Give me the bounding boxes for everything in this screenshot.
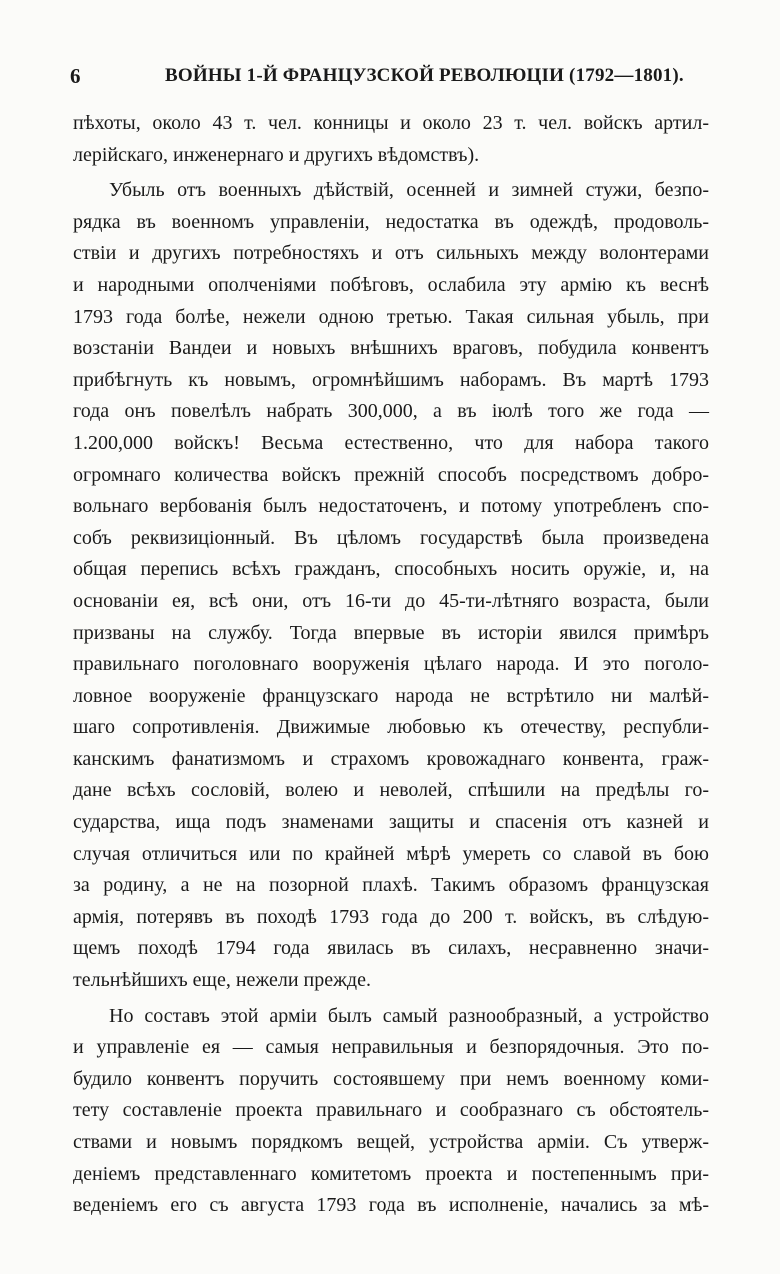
text-line: будило конвентъ поручить состоявшему при немъ военному коми- — [73, 1067, 709, 1090]
text-line: дане всѣхъ сословій, волею и неволей, спѣшили на предѣлы го- — [73, 779, 709, 802]
page-number: 6 — [70, 64, 81, 88]
text-line: тету составленіе проекта правильнаго и сообразнаго съ обстоятель- — [73, 1099, 709, 1122]
text-line: рядка въ военномъ управленіи, недостатка въ одеждѣ, продоволь- — [73, 210, 709, 233]
text-line: сударства, ища подъ знаменами защиты и спасенія отъ казней и — [73, 811, 709, 834]
text-line: возстаніи Вандеи и новыхъ внѣшнихъ враговъ, побудила конвентъ — [73, 337, 709, 360]
text-line: деніемъ представленнаго комитетомъ проекта и постепеннымъ при- — [73, 1162, 709, 1185]
text-line: общая перепись всѣхъ гражданъ, способныхъ носить оружіе, и, на — [73, 558, 709, 581]
text-line: ствіи и другихъ потребностяхъ и отъ сильныхъ между волонтерами — [73, 242, 709, 265]
text-line: ловное вооруженіе французскаго народа не встрѣтило ни малѣй- — [73, 684, 709, 707]
text-line: Но составъ этой арміи былъ самый разнообразный, а устройство — [109, 1004, 709, 1027]
text-line: за родину, а не на позорной плахѣ. Такимъ образомъ французская — [73, 874, 709, 897]
text-line: вольнаго вербованія былъ недостаточенъ, и потому употребленъ спо- — [73, 495, 709, 518]
text-line: армія, потерявъ въ походѣ 1793 года до 200 т. войскъ, въ слѣдую- — [73, 905, 709, 928]
text-line: призваны на службу. Тогда впервые въ исторіи явился примѣръ — [73, 621, 709, 644]
text-line: шаго сопротивленія. Движимые любовью къ отечеству, республи- — [73, 716, 709, 739]
text-line: Убыль отъ военныхъ дѣйствій, осенней и зимней стужи, безпо- — [109, 179, 709, 202]
running-title: ВОЙНЫ 1-Й ФРАНЦУЗСКОЙ РЕВОЛЮЦІИ (1792—1801). — [165, 65, 684, 86]
text-line: ствами и новымъ порядкомъ вещей, устройства арміи. Съ утверж- — [73, 1131, 709, 1153]
text-line: щемъ походѣ 1794 года явилась въ силахъ, несравненно значи- — [73, 937, 709, 960]
text-line: основаніи ея, всѣ они, отъ 16-ти до 45-ти-лѣтняго возраста, были — [73, 589, 709, 612]
text-line: и управленіе ея — самыя неправильныя и безпорядочныя. Это по- — [73, 1036, 709, 1059]
text-line: тельнѣйшихъ еще, нежели прежде. — [73, 969, 371, 992]
text-line: пѣхоты, около 43 т. чел. конницы и около 23 т. чел. войскъ артил- — [73, 112, 709, 134]
text-line: 1.200,000 войскъ! Весьма естественно, что для набора такого — [73, 431, 709, 454]
text-line: прибѣгнуть къ новымъ, огромнѣйшимъ наборамъ. Въ мартѣ 1793 — [73, 368, 709, 391]
text-line: собъ реквизиціонный. Въ цѣломъ государствѣ была произведена — [73, 526, 709, 549]
text-line: года онъ повелѣлъ набрать 300,000, а въ іюлѣ того же года — — [73, 400, 709, 423]
text-line: правильнаго поголовнаго вооруженія цѣлаго народа. И это поголо- — [73, 653, 709, 676]
body-text — [73, 108, 709, 1222]
text-line: веденіемъ его съ августа 1793 года въ исполненіе, начались за мѣ- — [73, 1194, 709, 1217]
text-line: лерійскаго, инженернаго и другихъ вѣдомствъ). — [73, 143, 480, 166]
running-header — [70, 62, 718, 90]
text-line: огромнаго количества войскъ прежній способъ посредствомъ добро- — [73, 463, 709, 486]
text-line: случая отличиться или по крайней мѣрѣ умереть со славой въ бою — [73, 842, 709, 865]
text-line: 1793 года болѣе, нежели одною третью. Такая сильная убыль, при — [73, 305, 709, 328]
text-line: и народными ополченіями побѣговъ, ослабила эту армію къ веснѣ — [73, 273, 709, 296]
text-line: канскимъ фанатизмомъ и страхомъ кровожаднаго конвента, граж- — [73, 747, 709, 770]
